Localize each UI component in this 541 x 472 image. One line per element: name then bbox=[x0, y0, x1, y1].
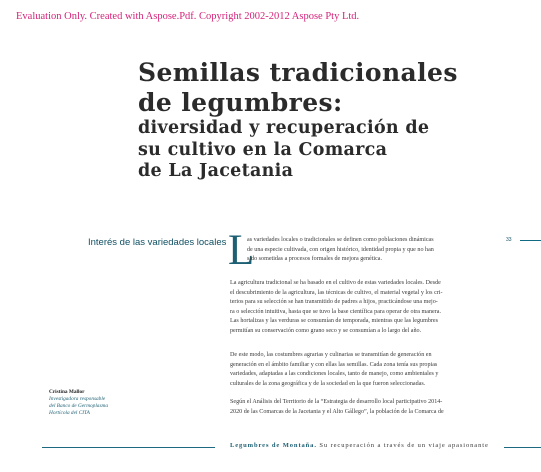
text-line: culturales de la zona geográfica y de la sociedad en la que fueron seleccionadas. bbox=[230, 380, 426, 387]
title-main bbox=[138, 58, 528, 118]
text-line: as variedades locales o tradicionales se definen como poblaciones dinámicas bbox=[247, 237, 434, 243]
page-number: 33 bbox=[506, 237, 512, 243]
paragraph-4 bbox=[230, 398, 498, 417]
title-sub-line: de La Jacetania bbox=[138, 161, 294, 181]
text-line: permitían su conservación como grano seco y se consumían a lo largo del año. bbox=[230, 327, 422, 334]
paragraph-2 bbox=[230, 279, 498, 337]
author-role-line: Hortícola del CITA bbox=[49, 410, 90, 416]
text-line: La agricultura tradicional se ha basado en el cultivo de estas variedades locales. Desde bbox=[230, 280, 441, 286]
paragraph-3 bbox=[230, 351, 498, 389]
running-footer bbox=[230, 442, 489, 449]
watermark-text: Evaluation Only. Created with Aspose.Pdf. Copyright 2002-2012 Aspose Pty Ltd. bbox=[16, 11, 360, 22]
title-subtitle bbox=[138, 118, 528, 183]
paragraph-1 bbox=[247, 236, 495, 265]
text-line: 2020 de las Comarcas de la Jacetania y el Alto Gállego”, la población de la Comarca de bbox=[230, 408, 444, 415]
title-main-line: de legumbres: bbox=[138, 88, 343, 117]
author-name: Cristina Mallor bbox=[49, 389, 85, 395]
author-block bbox=[49, 389, 108, 417]
text-line: Las hortalizas y las verduras se consumían de temporada, mientras que las legumbres bbox=[230, 318, 438, 325]
footer-rule bbox=[42, 447, 215, 448]
footer-subtitle: Su recuperación a través de un viaje apasionante bbox=[316, 442, 489, 449]
title-sub-line: su cultivo en la Comarca bbox=[138, 139, 388, 160]
text-line: De este modo, las costumbres agrarias y culinarias se transmitían de generación en bbox=[230, 352, 432, 358]
page-number-rule bbox=[520, 240, 541, 241]
footer-book-title: Legumbres de Montaña. bbox=[230, 442, 317, 449]
text-line: el descubrimiento de la agricultura, las técnicas de cultivo, el material vegetal y los cri- bbox=[230, 289, 443, 296]
article-title bbox=[138, 58, 528, 183]
author-role-line: Investigadora responsable bbox=[49, 396, 106, 402]
title-main-line: Semillas tradicionales bbox=[138, 58, 458, 87]
text-line: de una especie cultivada, con origen histórico, identidad propia y que no han bbox=[247, 246, 434, 253]
text-line: generación en el ámbito familiar y con ellas las semillas. Cada zona tenía sus propias bbox=[230, 361, 438, 368]
text-line: sido sometidas a procesos formales de mejora genética. bbox=[247, 256, 383, 263]
text-line: variedades, adaptadas a las condiciones locales, tanto de manejo, como ambientales y bbox=[230, 371, 439, 378]
title-sub-line: diversidad y recuperación de bbox=[138, 118, 430, 138]
footer-rule bbox=[504, 447, 541, 448]
author-role-line: del Banco de Germoplasma bbox=[49, 403, 108, 409]
text-line: Según el Análisis del Territorio de la “Estrategia de desarrollo local participativo 2014- bbox=[230, 399, 443, 405]
section-heading: Interés de las variedades locales bbox=[88, 237, 227, 248]
text-line: terios para su selección se han transmitido de padres a hijos, practicándose una mejo- bbox=[230, 299, 438, 306]
drop-cap: L bbox=[228, 227, 255, 274]
text-line: ra o selección intuitiva, hasta que se tuvo la base científica para operar de otra manera. bbox=[230, 308, 441, 315]
